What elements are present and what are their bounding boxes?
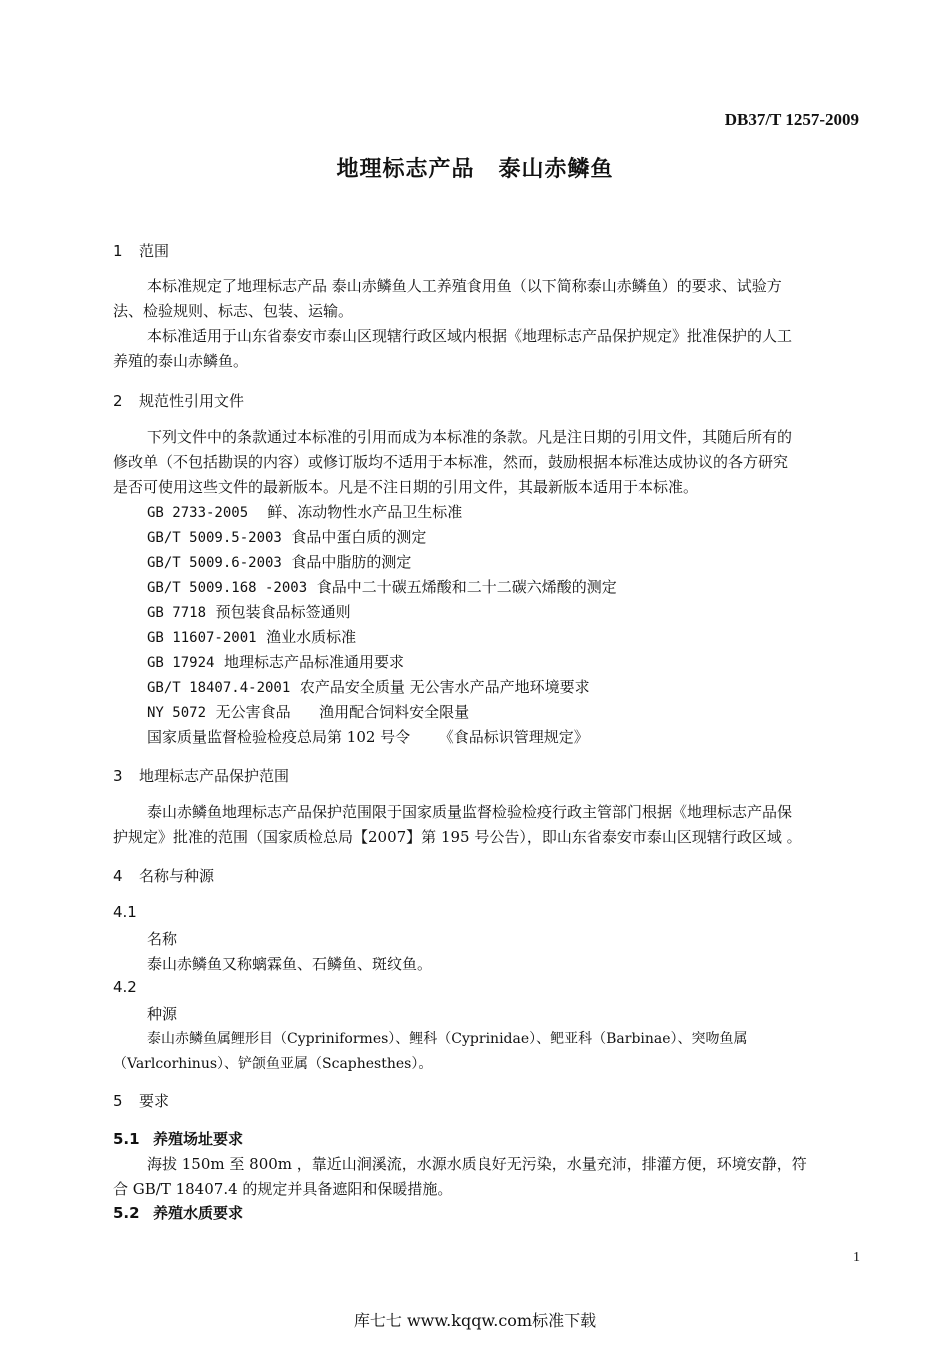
- reference-name: 农产品安全质量 无公害水产品产地环境要求: [299, 678, 590, 696]
- paragraph-line: 本标准适用于山东省泰安市泰山区现辖行政区域内根据《地理标志产品保护规定》批准保护的人工: [147, 327, 793, 345]
- reference-name: 无公害食品 渔用配合饲料安全限量: [215, 703, 470, 721]
- subsection-title: 养殖水质要求: [153, 1204, 244, 1222]
- reference-name: 食品中脂肪的测定: [291, 553, 412, 571]
- subsection-number: 5.2: [113, 1204, 140, 1222]
- paragraph-line: 下列文件中的条款通过本标准的引用而成为本标准的条款。凡是注日期的引用文件，其随后所有的: [147, 428, 793, 446]
- reference-item: [147, 626, 356, 647]
- reference-name: 地理标志产品标准通用要求: [223, 653, 404, 671]
- paragraph-line: 泰山赤鳞鱼地理标志产品保护范围限于国家质量监督检验检疫行政主管部门根据《地理标志产品保: [147, 803, 793, 821]
- paragraph-line: 是否可使用这些文件的最新版本。凡是不注日期的引用文件，其最新版本适用于本标准。: [113, 478, 699, 496]
- reference-name: 鲜、冻动物性水产品卫生标准: [267, 503, 463, 521]
- reference-name: 食品中二十碳五烯酸和二十二碳六烯酸的测定: [316, 578, 617, 596]
- subsection-4-1-title: 名称: [147, 930, 178, 948]
- subsection-4-1-number: 4.1: [113, 903, 137, 921]
- section-number: 4: [113, 867, 123, 885]
- section-number: 2: [113, 392, 123, 410]
- paragraph-line: 本标准规定了地理标志产品 泰山赤鳞鱼人工养殖食用鱼（以下简称泰山赤鳞鱼）的要求、试验方: [147, 277, 782, 295]
- paragraph-line: 泰山赤鳞鱼属鲤形目（Cypriniformes）、鲤科（Cyprinidae）、鲃亚科（Barbinae）、突吻鱼属: [147, 1031, 748, 1047]
- reference-item: [147, 651, 404, 672]
- section-5-heading: [113, 1090, 169, 1111]
- section-title: 范围: [139, 242, 170, 260]
- section-title: 规范性引用文件: [139, 392, 245, 410]
- reference-item: [147, 726, 589, 747]
- subsection-5-1-heading: [113, 1128, 243, 1149]
- paragraph-line: 法、检验规则、标志、包装、运输。: [113, 302, 354, 320]
- reference-code: GB/T 5009.168 -2003: [147, 580, 308, 596]
- reference-name: 渔业水质标准: [266, 628, 357, 646]
- title-left: 地理标志产品: [336, 157, 475, 182]
- reference-item: [147, 701, 469, 722]
- reference-name: 食品中蛋白质的测定: [291, 528, 427, 546]
- paragraph-line: 修改单（不包括勘误的内容）或修订版均不适用于本标准，然而，鼓励根据本标准达成协议的各方研究: [113, 453, 789, 471]
- section-number: 1: [113, 242, 123, 260]
- subsection-title: 养殖场址要求: [153, 1130, 244, 1148]
- paragraph-line: 养殖的泰山赤鳞鱼。: [113, 352, 249, 370]
- section-title: 名称与种源: [139, 867, 215, 885]
- subsection-5-2-heading: [113, 1202, 243, 1223]
- section-title: 地理标志产品保护范围: [139, 767, 290, 785]
- title-right: 泰山赤鳞鱼: [498, 157, 614, 182]
- reference-name: 国家质量监督检验检疫总局第 102 号令 《食品标识管理规定》: [147, 728, 589, 746]
- section-1-heading: [113, 240, 169, 261]
- document-code: DB37/T 1257-2009: [724, 110, 859, 129]
- section-title: 要求: [139, 1092, 170, 1110]
- footer-watermark: 库七七 www.kqqw.com标准下载: [353, 1311, 597, 1330]
- section-3-heading: [113, 765, 289, 786]
- reference-item: [147, 526, 426, 547]
- page-number: 1: [853, 1250, 860, 1265]
- reference-code: GB/T 5009.6-2003: [147, 555, 282, 571]
- reference-code: GB/T 18407.4-2001: [147, 680, 291, 696]
- subsection-4-2-number: 4.2: [113, 978, 137, 996]
- section-number: 5: [113, 1092, 123, 1110]
- reference-name: 预包装食品标签通则: [215, 603, 351, 621]
- reference-item: [147, 576, 617, 597]
- subsection-number: 5.1: [113, 1130, 140, 1148]
- paragraph-line: 泰山赤鳞鱼又称螭霖鱼、石鳞鱼、斑纹鱼。: [147, 955, 433, 973]
- reference-code: GB 7718: [147, 605, 207, 621]
- section-number: 3: [113, 767, 123, 785]
- subsection-4-2-title: 种源: [147, 1005, 178, 1023]
- reference-item: [147, 501, 462, 522]
- paragraph-line: 海拔 150m 至 800m ，靠近山涧溪流，水源水质良好无污染，水量充沛，排灌方便，环境安静，符: [147, 1155, 807, 1173]
- reference-code: GB/T 5009.5-2003: [147, 530, 282, 546]
- reference-code: NY 5072: [147, 705, 207, 721]
- paragraph-line: 护规定》批准的范围（国家质检总局【2007】第 195 号公告），即山东省泰安市泰山区现辖行政区域 。: [113, 828, 802, 846]
- section-4-heading: [113, 865, 214, 886]
- paragraph-line: （Varlcorhinus）、铲颌鱼亚属（Scaphesthes）。: [113, 1056, 433, 1072]
- paragraph-line: 合 GB/T 18407.4 的规定并具备遮阳和保暖措施。: [113, 1180, 453, 1198]
- reference-item: [147, 551, 411, 572]
- document-title: [0, 152, 950, 183]
- reference-code: GB 11607-2001: [147, 630, 257, 646]
- reference-item: [147, 601, 351, 622]
- section-2-heading: [113, 390, 244, 411]
- reference-code: GB 17924: [147, 655, 215, 671]
- reference-item: [147, 676, 590, 697]
- reference-code: GB 2733-2005: [147, 505, 249, 521]
